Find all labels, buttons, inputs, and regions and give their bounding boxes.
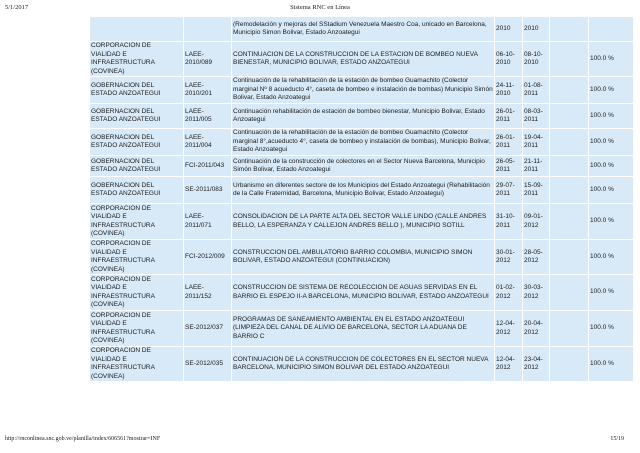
table-row: [90, 275, 633, 310]
contract-code-cell: FCI-2012/009: [184, 240, 231, 274]
table-row: [90, 347, 633, 381]
amount-cell: [550, 104, 588, 128]
end-date-cell: 01-08-2011: [523, 77, 549, 103]
description-cell: Urbanismo en diferentes sectore de los Municipios del Estado Anzoategui (Rehabilitación de la Calle Fraternidad, Barcelona, Municipio Bolivar, Estado Anzoategui): [232, 177, 494, 203]
print-date: 5/1/2017: [5, 4, 29, 11]
table-row: [90, 104, 633, 128]
entity-cell: GOBERNACION DEL ESTADO ANZOATEGUI: [90, 156, 183, 176]
progress-percent-cell: 100.0 %: [589, 347, 633, 381]
progress-percent-cell: 100.0 %: [589, 275, 633, 310]
page-footer: [0, 434, 640, 446]
start-date-cell: 12-04-2012: [495, 311, 522, 346]
start-date-cell: 24-11-2010: [495, 77, 522, 103]
description-cell: (Remodelación y mejoras del SStadium Venezuela Maestro Coa, unicado en Barcelona, Municipio Simon Bolivar, Estado Anzoategui: [232, 17, 494, 41]
table-row: [90, 204, 633, 239]
end-date-cell: 09-01-2012: [523, 204, 549, 239]
contract-code-cell: LAEE-2011/152: [184, 275, 231, 310]
progress-percent-cell: 100.0 %: [589, 156, 633, 176]
start-date-cell: 26-01-2011: [495, 104, 522, 128]
contract-code-cell: LAEE-2011/071: [184, 204, 231, 239]
contract-code-cell: LAEE-2010/089: [184, 42, 231, 76]
description-cell: Continuación de la construcción de colectores en el Sector Nueva Barcelona, Municipio Simón Bolivar, Estado Anzoategui: [232, 156, 494, 176]
entity-cell: CORPORACION DE VIALIDAD E INFRAESTRUCTURA (COVINEA): [90, 275, 183, 310]
table-row: [90, 156, 633, 176]
end-date-cell: 19-04-2011: [523, 129, 549, 155]
entity-cell: CORPORACION DE VIALIDAD E INFRAESTRUCTURA (COVINEA): [90, 347, 183, 381]
end-date-cell: 08-10-2010: [523, 42, 549, 76]
progress-percent-cell: 100.0 %: [589, 240, 633, 274]
entity-cell: CORPORACION DE VIALIDAD E INFRAESTRUCTURA (COVINEA): [90, 311, 183, 346]
contract-code-cell: LAEE-2011/005: [184, 104, 231, 128]
progress-percent-cell: 100.0 %: [589, 311, 633, 346]
contract-code-cell: FCI-2011/043: [184, 156, 231, 176]
table-row: [90, 240, 633, 274]
page-number: 15/19: [610, 436, 624, 442]
end-date-cell: 23-04-2012: [523, 347, 549, 381]
amount-cell: [550, 156, 588, 176]
contract-code-cell: SE-2012/037: [184, 311, 231, 346]
description-cell: PROGRAMAS DE SANEAMIENTO AMBIENTAL EN EL ESTADO ANZOATEGUI (LIMPIEZA DEL CANAL DE ALIVIO DE BARCELONA, SECTOR LA ADUANA DE BARRIO C: [232, 311, 494, 346]
entity-cell: GOBERNACION DEL ESTADO ANZOATEGUI: [90, 129, 183, 155]
entity-cell: GOBERNACION DEL ESTADO ANZOATEGUI: [90, 177, 183, 203]
description-cell: Continuación rehabilitación de estación de bombeo bienestar, Municipio Bolivar, Estado Anzoategui: [232, 104, 494, 128]
description-cell: CONSTRUCCION DE SISTEMA DE RECOLECCION DE AGUAS SERVIDAS EN EL BARRIO EL ESPEJO II-A BARCELONA, MUNICIPIO BOLIVAR, ESTADO ANZOATEGUI: [232, 275, 494, 310]
entity-cell: [90, 17, 183, 41]
table-row: [90, 42, 633, 76]
progress-percent-cell: [589, 17, 633, 41]
start-date-cell: 12-04-2012: [495, 347, 522, 381]
amount-cell: [550, 347, 588, 381]
amount-cell: [550, 129, 588, 155]
start-date-cell: 30-01-2012: [495, 240, 522, 274]
description-cell: CONTINUACION DE LA CONSTRUCCION DE COLECTORES EN EL SECTOR NUEVA BARCELONA, MUNICIPIO SIMON BOLIVAR DEL ESTADO ANZOATEGUI: [232, 347, 494, 381]
contract-code-cell: SE-2012/035: [184, 347, 231, 381]
end-date-cell: 21-11-2011: [523, 156, 549, 176]
description-cell: Continuación de la rehabilitación de la estación de bombeo Guamachito (Colector marginal 8°,acueducto 4°, caseta de bombeo y instalación de bombas), Municipio Bolivar, Estado Anzoategui: [232, 129, 494, 155]
table-row: [90, 17, 633, 41]
end-date-cell: 2010: [523, 17, 549, 41]
amount-cell: [550, 275, 588, 310]
entity-cell: CORPORACION DE VIALIDAD E INFRAESTRUCTURA (COVINEA): [90, 240, 183, 274]
end-date-cell: 08-03-2011: [523, 104, 549, 128]
table-row: [90, 77, 633, 103]
entity-cell: CORPORACION DE VIALIDAD E INFRAESTRUCTURA (COVINEA): [90, 204, 183, 239]
contracts-table-container: [89, 16, 633, 430]
start-date-cell: 06-10-2010: [495, 42, 522, 76]
end-date-cell: 28-05-2012: [523, 240, 549, 274]
contracts-table: [89, 16, 633, 382]
amount-cell: [550, 240, 588, 274]
end-date-cell: 20-04-2012: [523, 311, 549, 346]
progress-percent-cell: 100.0 %: [589, 204, 633, 239]
description-cell: CONSOLIDACION DE LA PARTE ALTA DEL SECTOR VALLE LINDO (CALLE ANDRES BELLO, LA ESPERANZA Y CALLEJON ANDRES BELLO ), MUNICIPIO SOTILL: [232, 204, 494, 239]
progress-percent-cell: 100.0 %: [589, 177, 633, 203]
amount-cell: [550, 311, 588, 346]
page-header: [0, 0, 640, 14]
amount-cell: [550, 77, 588, 103]
end-date-cell: 15-09-2011: [523, 177, 549, 203]
contract-code-cell: LAEE-2011/004: [184, 129, 231, 155]
progress-percent-cell: 100.0 %: [589, 42, 633, 76]
table-row: [90, 177, 633, 203]
description-cell: CONSTRUCCION DEL AMBULATORIO BARRIO COLOMBIA, MUNICIPIO SIMON BOLIVAR, ESTADO ANZOATEGUI (CONTINUACION): [232, 240, 494, 274]
end-date-cell: 30-03-2012: [523, 275, 549, 310]
entity-cell: GOBERNACION DEL ESTADO ANZOATEGUI: [90, 77, 183, 103]
progress-percent-cell: 100.0 %: [589, 77, 633, 103]
amount-cell: [550, 17, 588, 41]
start-date-cell: 2010: [495, 17, 522, 41]
amount-cell: [550, 204, 588, 239]
start-date-cell: 26-01-2011: [495, 129, 522, 155]
start-date-cell: 26-05-2011: [495, 156, 522, 176]
progress-percent-cell: 100.0 %: [589, 104, 633, 128]
entity-cell: GOBERNACION DEL ESTADO ANZOATEGUI: [90, 104, 183, 128]
contract-code-cell: LAEE-2010/201: [184, 77, 231, 103]
progress-percent-cell: 100.0 %: [589, 129, 633, 155]
page-url: http://rnconlinea.snc.gob.ve/planilla/index/606561?mostrar=INF: [5, 436, 161, 442]
contract-code-cell: SE-2011/083: [184, 177, 231, 203]
description-cell: CONTINUACION DE LA CONSTRUCCION DE LA ESTACION DE BOMBEO NUEVA BIENESTAR, MUNICIPIO BOLIVAR, ESTADO ANZOATEGUI: [232, 42, 494, 76]
description-cell: Continuación de la rehabilitación de la estación de bombeo Guamachito (Colector marginal Nº 8 acueducto 4°, caseta de bombeo e instalación de bombas) Municipio Simón Bolivar, Estado Anzoategui: [233, 77, 493, 102]
contracts-table-body: [90, 17, 633, 381]
start-date-cell: 01-02-2012: [495, 275, 522, 310]
table-row: [90, 311, 633, 346]
contract-code-cell: [184, 17, 231, 41]
entity-cell: CORPORACION DE VIALIDAD E INFRAESTRUCTURA (COVINEA): [90, 42, 183, 76]
amount-cell: [550, 177, 588, 203]
page-title: Sistema RNC en Línea: [290, 4, 350, 11]
start-date-cell: 31-10-2011: [495, 204, 522, 239]
table-row: [90, 129, 633, 155]
amount-cell: [550, 42, 588, 76]
start-date-cell: 29-07-2011: [495, 177, 522, 203]
